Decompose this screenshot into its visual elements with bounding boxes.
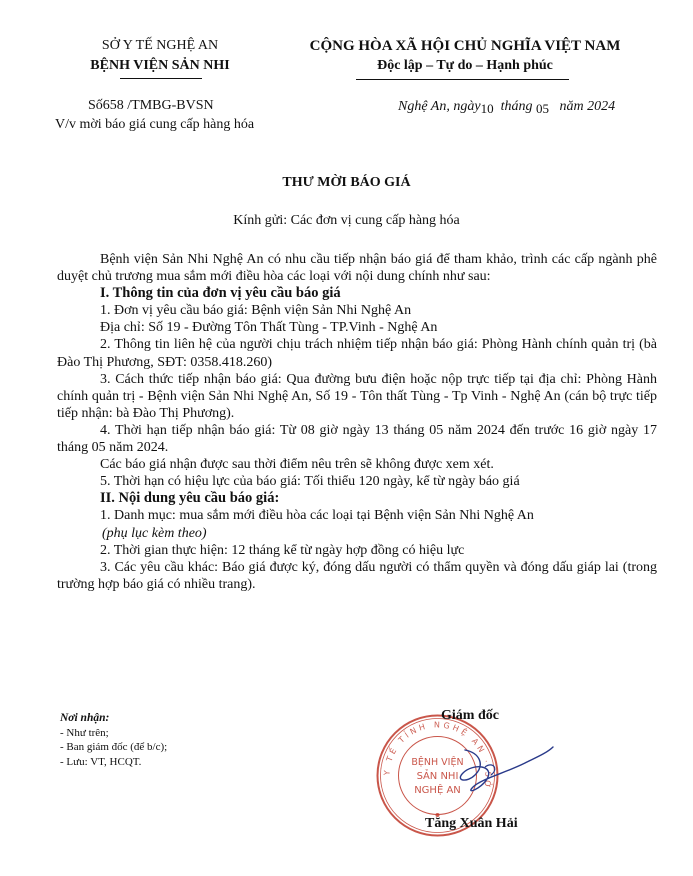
- organization-name: BỆNH VIỆN SẢN NHI: [90, 58, 230, 73]
- recipients-title: Nơi nhận:: [60, 712, 110, 724]
- document-number-prefix: Số: [88, 98, 103, 113]
- section-2-item-3: 3. Các yêu cầu khác: Báo giá được ký, đóng dấu người có thẩm quyền và đóng dấu giáp lai (trong trường hợp báo giá có nhiều trang).: [57, 559, 657, 592]
- recipients-block: [60, 711, 167, 769]
- greeting: Kính gửi: Các đơn vị cung cấp hàng hóa: [233, 213, 460, 228]
- section-1-heading: I. Thông tin của đơn vị yêu cầu báo giá: [100, 285, 341, 302]
- place-date-prefix: Nghệ An, ngày: [398, 99, 481, 114]
- section-2-heading: II. Nội dung yêu cầu báo giá:: [100, 490, 280, 507]
- national-title: CỘNG HÒA XÃ HỘI CHỦ NGHĨA VIỆT NAM: [309, 38, 621, 54]
- organization-underline: [120, 78, 202, 79]
- section-2-item-1: 1. Danh mục: mua sắm mới điều hòa các loại tại Bệnh viện Sản Nhi Nghệ An: [100, 508, 534, 524]
- section-2-item-2: 2. Thời gian thực hiện: 12 tháng kể từ ngày hợp đồng có hiệu lực: [100, 542, 465, 558]
- motto-underline: [356, 79, 569, 80]
- section-1-note: Các báo giá nhận được sau thời điểm nêu trên sẽ không được xem xét.: [100, 457, 494, 473]
- seal-ring-text: Y TẾ TỈNH NGHỆ AN · SỞ: [382, 720, 493, 792]
- section-1-item-2: 2. Thông tin liên hệ của người chịu trách nhiệm tiếp nhận báo giá: Phòng Hành chính quản trị (bà Đào Thị Phương, SĐT: 0358.418.260): [57, 337, 657, 370]
- national-motto: Độc lập – Tự do – Hạnh phúc: [377, 58, 553, 73]
- section-1-item-5: 5. Thời hạn có hiệu lực của báo giá: Tối thiểu 120 ngày, kể từ ngày báo giá: [100, 474, 520, 490]
- document-number-value: 658: [102, 98, 124, 113]
- seal-line-3: NGHỆ AN: [414, 785, 461, 796]
- signer-name: Tăng Xuân Hải: [425, 816, 518, 831]
- document-number: [88, 98, 214, 114]
- intro-paragraph: Bệnh viện Sản Nhi Nghệ An có nhu cầu tiếp nhận báo giá để tham khảo, trình các cấp ngành phê duyệt chủ trương mua sắm mới điều hòa các loại với nội dung chính như sau:: [57, 252, 657, 285]
- signature-title: Giám đốc: [441, 708, 499, 723]
- seal-line-2: SẢN NHI: [416, 771, 459, 782]
- section-1-item-3: 3. Cách thức tiếp nhận báo giá: Qua đường bưu điện hoặc nộp trực tiếp tại địa chỉ: Phòng Hành chính quản trị - Bệnh viện Sản Nhi Nghệ An, Số 19 - Tôn thất Tùng - Tp Vinh - Nghệ An (cán bộ trực tiếp tiếp nhận: bà Đào Thị Phương).: [57, 371, 657, 421]
- seal-line-1: BỆNH VIỆN: [411, 757, 464, 768]
- parent-organization: SỞ Y TẾ NGHỆ AN: [101, 38, 219, 53]
- date-month: 05: [535, 101, 549, 116]
- recipient-item: - Lưu: VT, HCQT.: [60, 755, 142, 768]
- document-code: /TMBG-BVSN: [127, 98, 214, 113]
- recipient-item: - Ban giám đốc (để b/c);: [60, 741, 168, 753]
- section-1-address: Địa chỉ: Số 19 - Đường Tôn Thất Tùng - TP.Vinh - Nghệ An: [100, 320, 438, 336]
- section-2-item-1-note: (phụ lục kèm theo): [102, 525, 207, 541]
- document-title: THƯ MỜI BÁO GIÁ: [282, 175, 411, 190]
- recipient-item: - Như trên;: [60, 726, 109, 739]
- year-label: năm 2024: [559, 99, 616, 114]
- section-1-item-1: 1. Đơn vị yêu cầu báo giá: Bệnh viện Sản Nhi Nghệ An: [100, 303, 412, 319]
- section-1-item-4: 4. Thời hạn tiếp nhận báo giá: Từ 08 giờ ngày 13 tháng 05 năm 2024 đến trước 16 giờ ngày 17 tháng 05 năm 2024.: [57, 422, 657, 456]
- date-day: 10: [480, 101, 494, 116]
- document-subject: V/v mời báo giá cung cấp hàng hóa: [55, 117, 255, 132]
- place-date: [398, 98, 615, 115]
- month-label: tháng: [500, 99, 533, 114]
- document-body: [57, 251, 657, 593]
